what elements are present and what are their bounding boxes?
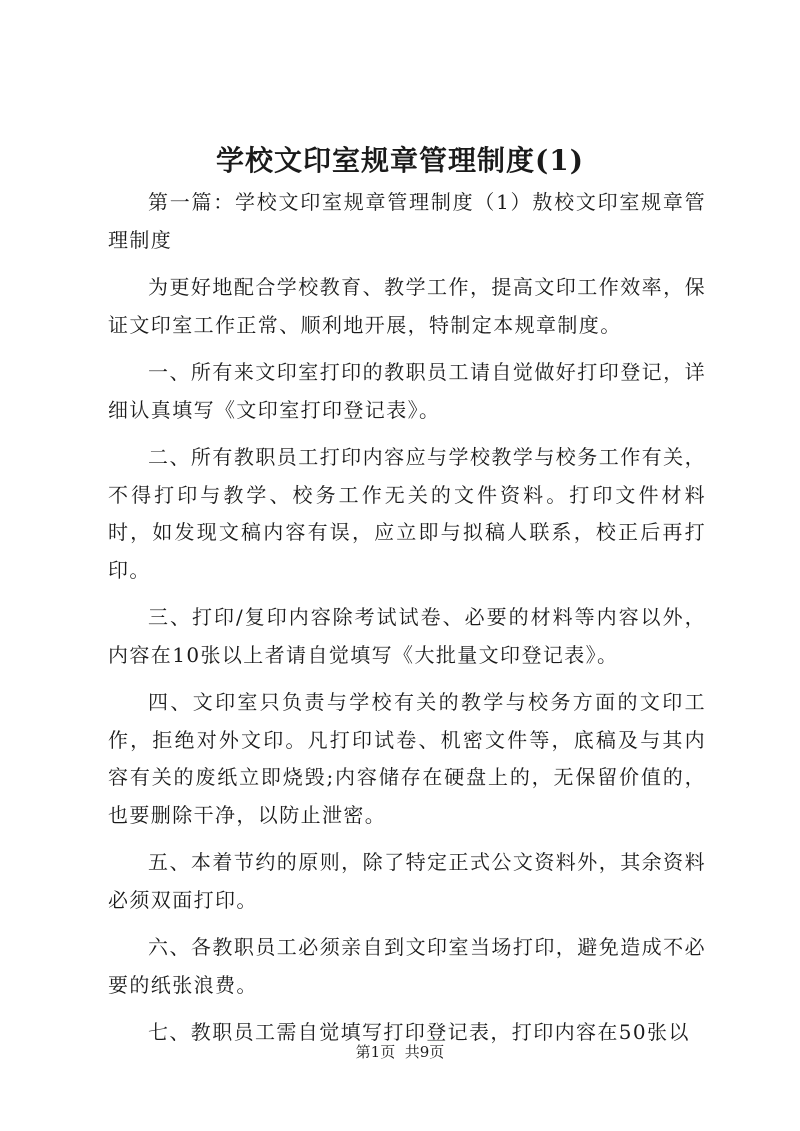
paragraph-intro: 第一篇：学校文印室规章管理制度（1）敖校文印室规章管理制度 [108, 190, 706, 252]
paragraph-rule-6: 六、各教职员工必须亲自到文印室当场打印，避免造成不必要的纸张浪费。 [108, 935, 706, 997]
paragraph-rule-1: 一、所有来文印室打印的教职员工请自觉做好打印登记，详细认真填写《文印室打印登记表》。 [108, 360, 706, 422]
page-total: 共9页 [404, 1043, 445, 1061]
paragraph-rule-2: 二、所有教职员工打印内容应与学校教学与校务工作有关，不得打印与教学、校务工作无关的文件资料。打印文件材料时，如发现文稿内容有误，应立即与拟稿人联系，校正后再打印。 [108, 445, 706, 582]
paragraph-purpose: 为更好地配合学校教育、教学工作，提高文印工作效率，保证文印室工作正常、顺利地开展，特制定本规章制度。 [108, 275, 706, 337]
paragraph-rule-5: 五、本着节约的原则，除了特定正式公文资料外，其余资料必须双面打印。 [108, 850, 706, 912]
document-body [108, 184, 706, 1062]
paragraph-rule-4: 四、文印室只负责与学校有关的教学与校务方面的文印工作，拒绝对外文印。凡打印试卷、机密文件等，底稿及与其内容有关的废纸立即烧毁;内容储存在硬盘上的，无保留价值的，也要删除干净，以防止泄密。 [108, 690, 706, 827]
page-footer [0, 1040, 800, 1064]
paragraph-rule-7: 七、教职员工需自觉填写打印登记表，打印内容在50张以 [148, 1020, 690, 1044]
page-number: 第1页 [355, 1043, 396, 1061]
paragraph-rule-3: 三、打印/复印内容除考试试卷、必要的材料等内容以外，内容在10张以上者请自觉填写《大批量文印登记表》。 [108, 605, 706, 667]
document-title: 学校文印室规章管理制度(1) [216, 144, 584, 177]
